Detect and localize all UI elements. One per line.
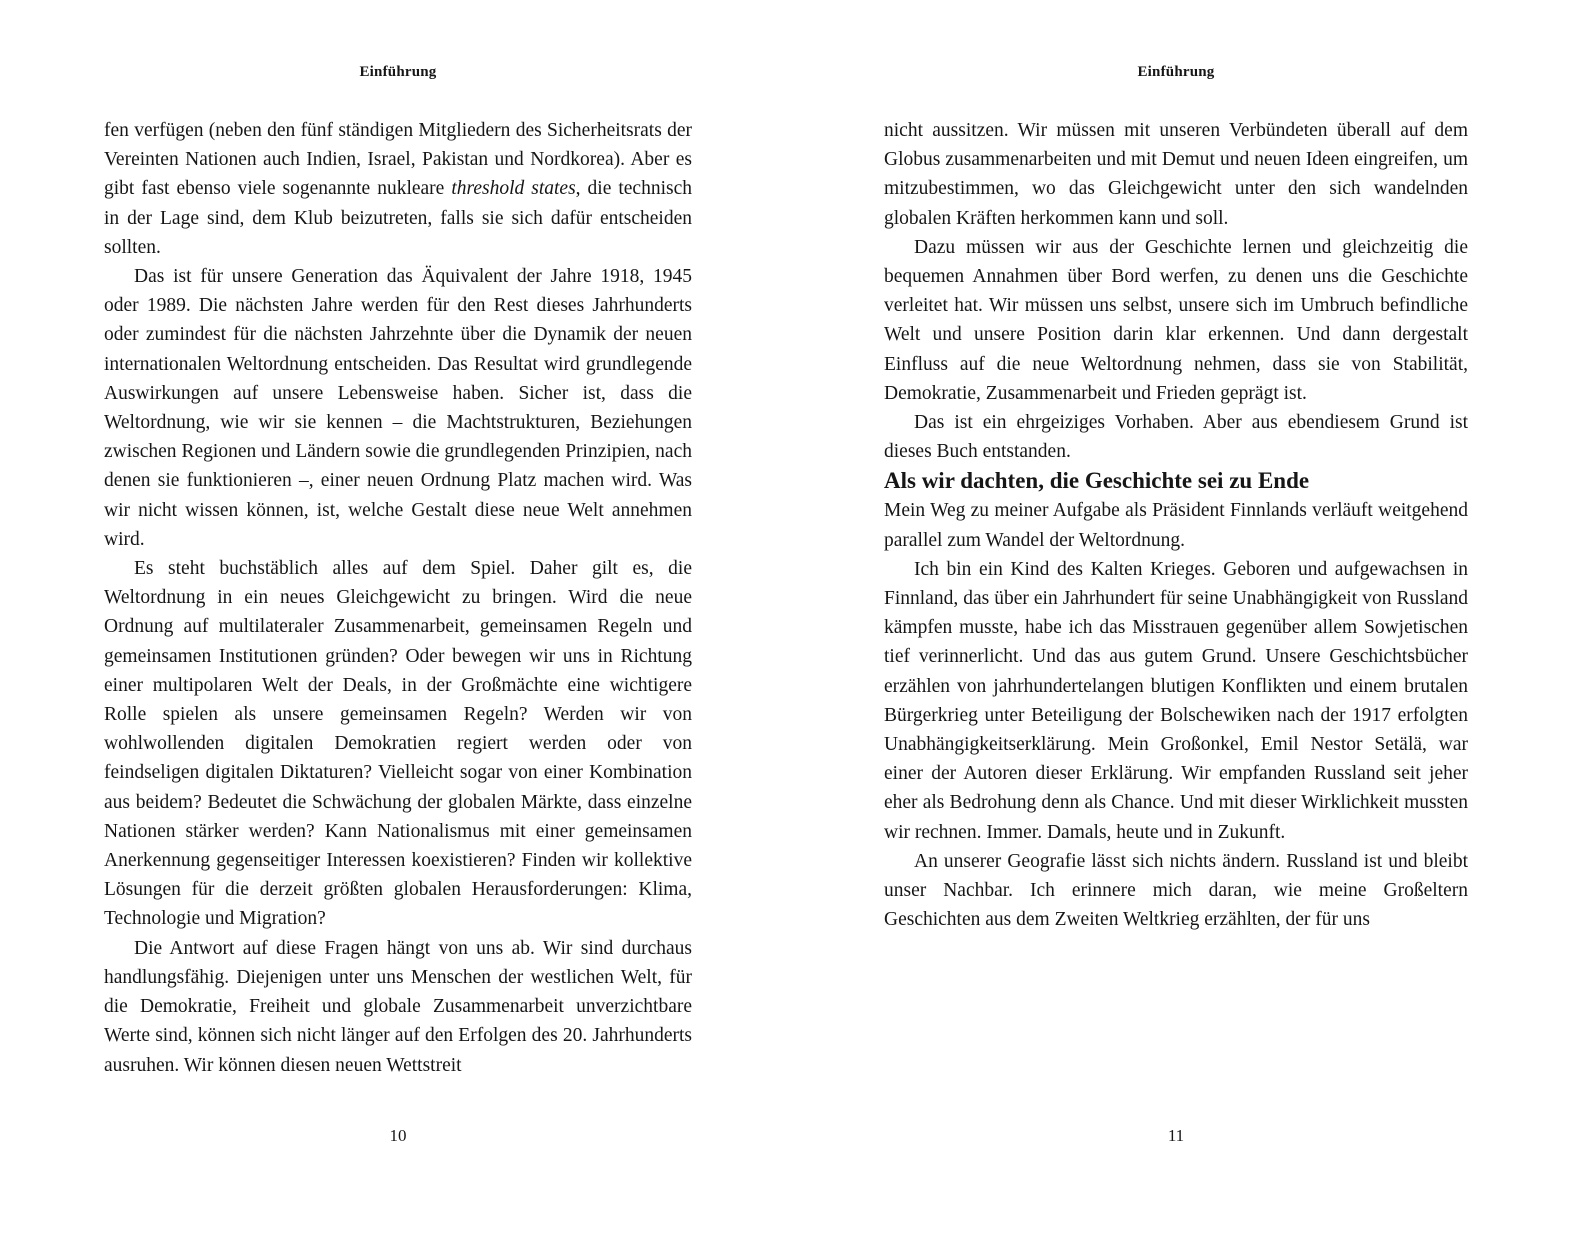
page-number-right: 11 [1167,1126,1185,1145]
paragraph [104,116,692,262]
running-header-left: Einführung [359,64,437,80]
section-heading: Als wir dachten, die Geschichte sei zu Ende [884,468,1310,494]
paragraph: Das ist für unsere Generation das Äquivalent der Jahre 1918, 1945 oder 1989. Die nächsten Jahre werden für den Rest dieses Jahrhunderts oder zumindest für die nächsten Jahrzehnte über die Dynamik der neuen internationalen Weltordnung entscheiden. Das Resultat wird grundlegende Auswirkungen auf unsere Lebensweise haben. Sicher ist, dass die Weltordnung, wie wir sie kennen – die Machtstrukturen, Beziehungen zwischen Regionen und Ländern sowie die grundlegenden Prinzipien, nach denen sie funktionieren –, einer neuen Ordnung Platz machen wird. Was wir nicht wissen können, ist, welche Gestalt diese neue Welt annehmen wird. [104,266,692,550]
paragraph: Mein Weg zu meiner Aufgabe als Präsident Finnlands verläuft weitgehend parallel zum Wandel der Weltordnung. [884,500,1468,551]
right-page [884,0,1468,1240]
running-header-right: Einführung [1137,64,1215,80]
paragraph: Dazu müssen wir aus der Geschichte lernen und gleichzeitig die bequemen Annahmen über Bord werfen, zu denen uns die Geschichte verleitet hat. Wir müssen uns selbst, unsere sich im Umbruch befindliche Welt und unsere Position darin klar erkennen. Und dann dergestalt Einfluss auf die neue Weltordnung nehmen, dass sie von Stabilität, Demokratie, Zusammenarbeit und Frieden geprägt ist. [884,236,1468,404]
paragraph: Die Antwort auf diese Fragen hängt von uns ab. Wir sind durchaus handlungsfähig. Diejenigen unter uns Menschen der westlichen Welt, für die Demokratie, Freiheit und globale Zusammenarbeit unverzichtbare Werte sind, können sich nicht länger auf den Erfolgen des 20. Jahrhunderts ausruhen. Wir können diesen neuen Wettstreit [104,937,692,1076]
paragraph-text: , die technisch in der Lage sind, dem Klub beizutreten, falls sie sich dafür entscheiden sollten. [104,178,692,258]
paragraph: nicht aussitzen. Wir müssen mit unseren Verbündeten überall auf dem Globus zusammenarbeiten und mit Demut und neuen Ideen eingreifen, um mitzubestimmen, wo das Gleichgewicht unter den sich wandelnden globalen Kräften herkommen kann und soll. [884,120,1468,229]
left-page-body [104,116,692,1080]
paragraph: Ich bin ein Kind des Kalten Krieges. Geboren und aufgewachsen in Finnland, das über ein Jahrhundert für seine Unabhängigkeit von Russland kämpfen musste, habe ich das Misstrauen gegenüber allem Sowjetischen tief verinnerlicht. Und das aus gutem Grund. Unsere Geschichtsbücher erzählen von jahrhundertelangen blutigen Konflikten und einem brutalen Bürgerkrieg unter Beteiligung der Bolschewiken nach der 1917 erfolgten Unabhängigkeitserklärung. Mein Großonkel, Emil Nestor Setälä, war einer der Autoren dieser Erklärung. Wir empfanden Russland seit jeher eher als Bedrohung denn als Chance. Und mit dieser Wirklichkeit mussten wir rechnen. Immer. Damals, heute und in Zukunft. [884,558,1468,843]
italic-phrase: threshold states [451,178,576,200]
right-page-body [884,116,1468,934]
paragraph: An unserer Geografie lässt sich nichts ändern. Russland ist und bleibt unser Nachbar. Ich erinnere mich daran, wie meine Großeltern Geschichten aus dem Zweiten Weltkrieg erzählten, der für uns [884,850,1468,931]
left-page [104,0,692,1240]
paragraph-text: fen verfügen (neben den fünf ständigen Mitgliedern des Sicherheitsrats der Vereinten Nationen auch Indien, Israel, Pakistan und Nordkorea). Aber es gibt fast ebenso viele sogenannte nukleare [104,120,692,200]
paragraph: Es steht buchstäblich alles auf dem Spiel. Daher gilt es, die Weltordnung in ein neues Gleichgewicht zu bringen. Wird die neue Ordnung auf multilateraler Zusammenarbeit, gemeinsamen Regeln und gemeinsamen Institutionen gründen? Oder bewegen wir uns in Richtung einer multipolaren Welt der Deals, in der Großmächte eine wichtigere Rolle spielen als unsere gemeinsamen Regeln? Werden wir von wohlwollenden digitalen Demokratien regiert werden oder von feindseligen digitalen Diktaturen? Vielleicht sogar von einer Kombination aus beidem? Bedeutet die Schwächung der globalen Märkte, dass einzelne Nationen stärker werden? Kann Nationalismus mit einer gemeinsamen Anerkennung gegenseitiger Interessen koexistieren? Finden wir kollektive Lösungen für die derzeit größten globalen Herausforderungen: Klima, Technologie und Migration? [104,558,692,930]
paragraph: Das ist ein ehrgeiziges Vorhaben. Aber aus ebendiesem Grund ist dieses Buch entstanden. [884,412,1468,463]
page-number-left: 10 [389,1126,407,1145]
